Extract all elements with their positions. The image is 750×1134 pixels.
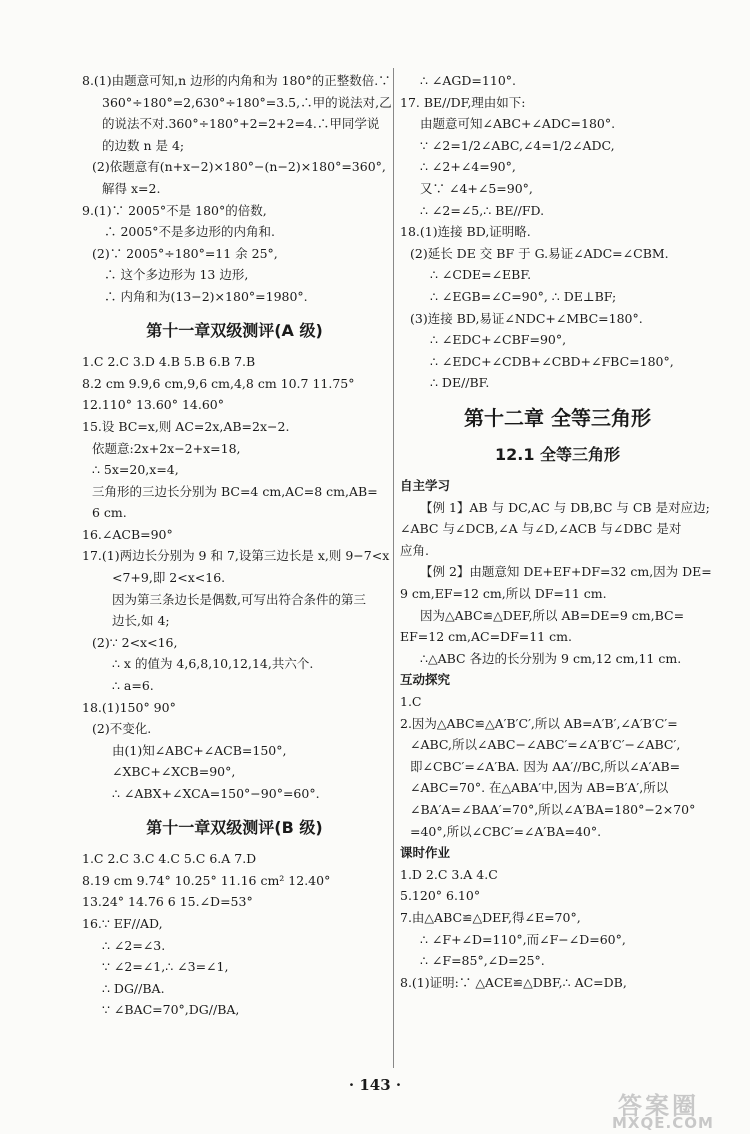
answer-line: ∴ ∠2=∠3.: [102, 937, 166, 953]
answer-line: (3)连接 BD,易证∠NDC+∠MBC=180°.: [410, 310, 643, 326]
answer-line: 7.由△ABC≌△DEF,得∠E=70°,: [400, 909, 581, 925]
subsection-label: 自主学习: [400, 478, 451, 494]
answer-line: ∴ ∠CDE=∠EBF.: [430, 267, 532, 283]
answer-line: ∴ ∠2+∠4=90°,: [420, 159, 516, 175]
answer-line: ∠XBC+∠XCB=90°,: [112, 764, 236, 780]
answer-line: 【例 2】由题意知 DE+EF+DF=32 cm,因为 DE=: [420, 564, 712, 580]
answer-line: ∠ABC,所以∠ABC−∠ABC′=∠A′B′C′−∠ABC′,: [410, 737, 681, 753]
answer-line: 18.(1)150° 90°: [82, 699, 176, 715]
answer-line: ∴ ∠AGD=110°.: [420, 73, 516, 88]
answer-line: ∴ 2005°不是多边形的内角和.: [104, 224, 276, 240]
answer-line: 三角形的三边长分别为 BC=4 cm,AC=8 cm,AB=: [92, 483, 378, 499]
section-heading: 第十一章双级测评(B 级): [146, 817, 323, 837]
answer-line: 1.C 2.C 3.C 4.C 5.C 6.A 7.D: [82, 851, 257, 867]
answer-line: 17.(1)两边长分别为 9 和 7,设第三边长是 x,则 9−7<x: [82, 548, 390, 564]
answer-line: 1.C: [400, 694, 422, 710]
right-column: [400, 70, 715, 993]
answer-line: ∵ ∠2=1/2∠ABC,∠4=1/2∠ADC,: [420, 137, 615, 153]
answer-line: 【例 1】AB 与 DC,AC 与 DB,BC 与 CB 是对应边;: [420, 499, 710, 515]
answer-line: 16.∵ EF//AD,: [82, 915, 163, 931]
answer-line: 2.因为△ABC≌△A′B′C′,所以 AB=A′B′,∠A′B′C′=: [400, 715, 678, 731]
answer-line: ∴ 这个多边形为 13 边形,: [104, 267, 249, 283]
answer-line: 因为△ABC≌△DEF,所以 AB=DE=9 cm,BC=: [420, 607, 685, 623]
answer-line: <7+9,即 2<x<16.: [112, 570, 226, 586]
left-column: [82, 70, 392, 1021]
answer-line: ∴ ∠2=∠5,∴ BE//FD.: [420, 202, 545, 218]
answer-line: 即∠CBC′=∠A′BA. 因为 AA′//BC,所以∠A′AB=: [410, 758, 681, 774]
subsection-label: 课时作业: [400, 845, 451, 861]
watermark: [598, 1086, 744, 1132]
answer-line: 由题意可知∠ABC+∠ADC=180°.: [420, 116, 616, 132]
answer-line: 17. BE//DF,理由如下:: [400, 94, 526, 110]
answer-line: 1.D 2.C 3.A 4.C: [400, 866, 498, 882]
answer-line: ∴ a=6.: [112, 678, 154, 694]
answer-line: 16.∠ACB=90°: [82, 526, 173, 542]
answer-line: 因为第三条边长是偶数,可写出符合条件的第三: [112, 591, 366, 607]
answer-line: 8.2 cm 9.9,6 cm,9,6 cm,4,8 cm 10.7 11.75°: [82, 375, 355, 391]
answer-line: 边长,如 4;: [112, 613, 170, 629]
answer-line: ∴ 内角和为(13−2)×180°=1980°.: [104, 288, 308, 304]
answer-line: 5.120° 6.10°: [400, 888, 481, 904]
answer-line: ∴ x 的值为 4,6,8,10,12,14,共六个.: [112, 656, 314, 672]
answer-line: 应角.: [400, 542, 429, 558]
answer-line: =40°,所以∠CBC′=∠A′BA=40°.: [410, 823, 602, 839]
answer-line: (2)依题意有(n+x−2)×180°−(n−2)×180°=360°,: [92, 159, 386, 175]
subsection-label: 互动探究: [400, 672, 451, 688]
answer-line: (2)∵ 2005°÷180°=11 余 25°,: [92, 245, 278, 261]
answer-line: 6 cm.: [92, 505, 127, 521]
answer-line: ∴ DG//BA.: [102, 980, 165, 996]
page-number: · 143 ·: [348, 1076, 402, 1094]
answer-line: ∴ 5x=20,x=4,: [92, 462, 179, 478]
answer-line: ∴ ∠EGB=∠C=90°, ∴ DE⊥BF;: [430, 288, 617, 304]
watermark-url: MXQE.COM: [612, 1114, 714, 1132]
answer-line: ∵ ∠2=∠1,∴ ∠3=∠1,: [102, 959, 229, 975]
column-divider: [393, 68, 394, 1068]
answer-line: ∴ ∠ABX+∠XCA=150°−90°=60°.: [112, 786, 320, 801]
answer-line: 1.C 2.C 3.D 4.B 5.B 6.B 7.B: [82, 354, 256, 370]
section-heading: 第十一章双级测评(A 级): [146, 320, 323, 340]
answer-line: 的边数 n 是 4;: [102, 137, 185, 153]
answer-line: 由(1)知∠ABC+∠ACB=150°,: [112, 742, 287, 758]
answer-line: ∴ ∠EDC+∠CDB+∠CBD+∠FBC=180°,: [430, 353, 674, 369]
answer-line: 的说法不对.360°÷180°+2=2+2=4.∴甲同学说: [102, 116, 380, 132]
answer-line: 18.(1)连接 BD,证明略.: [400, 224, 531, 240]
answer-line: ∴ DE//BF.: [430, 375, 490, 391]
answer-line: ∴△ABC 各边的长分别为 9 cm,12 cm,11 cm.: [420, 650, 682, 666]
answer-line: 8.(1)由题意可知,n 边形的内角和为 180°的正整数倍.∵: [82, 73, 391, 88]
chapter-title: 第十二章 全等三角形: [464, 405, 651, 430]
answer-line: (2)∵ 2<x<16,: [92, 634, 178, 650]
answer-line: 12.110° 13.60° 14.60°: [82, 397, 225, 413]
answer-line: EF=12 cm,AC=DF=11 cm.: [400, 629, 572, 645]
answer-line: ∴ ∠F=85°,∠D=25°.: [420, 953, 545, 969]
answer-line: 9 cm,EF=12 cm,所以 DF=11 cm.: [400, 586, 607, 602]
answer-line: ∠ABC 与∠DCB,∠A 与∠D,∠ACB 与∠DBC 是对: [400, 521, 682, 537]
answer-line: (2)延长 DE 交 BF 于 G.易证∠ADC=∠CBM.: [410, 245, 669, 261]
answer-line: (2)不变化.: [92, 721, 152, 737]
answer-line: 15.设 BC=x,则 AC=2x,AB=2x−2.: [82, 418, 290, 434]
answer-line: ∠ABC=70°. 在△ABA′中,因为 AB=B′A′,所以: [410, 780, 669, 796]
answer-line: 又∵ ∠4+∠5=90°,: [420, 180, 533, 196]
answer-line: 依题意:2x+2x−2+x=18,: [92, 440, 241, 456]
answer-line: 9.(1)∵ 2005°不是 180°的倍数,: [82, 202, 267, 218]
answer-line: 360°÷180°=2,630°÷180°=3.5,∴甲的说法对,乙: [102, 94, 392, 110]
answer-line: ∴ ∠EDC+∠CBF=90°,: [430, 332, 567, 348]
answer-line: 13.24° 14.76 6 15.∠D=53°: [82, 894, 253, 910]
answer-line: ∵ ∠BAC=70°,DG//BA,: [102, 1002, 240, 1018]
answer-line: 解得 x=2.: [102, 180, 161, 196]
answer-line: 8.(1)证明:∵ △ACE≌△DBF,∴ AC=DB,: [400, 974, 627, 990]
answer-line: ∴ ∠F+∠D=110°,而∠F−∠D=60°,: [420, 931, 626, 947]
answer-line: 8.19 cm 9.74° 10.25° 11.16 cm² 12.40°: [82, 872, 331, 888]
section-title: 12.1 全等三角形: [494, 444, 621, 464]
watermark-logo-text: 答案圈: [618, 1092, 699, 1120]
answer-line: ∠BA′A=∠BAA′=70°,所以∠A′BA=180°−2×70°: [410, 802, 696, 817]
